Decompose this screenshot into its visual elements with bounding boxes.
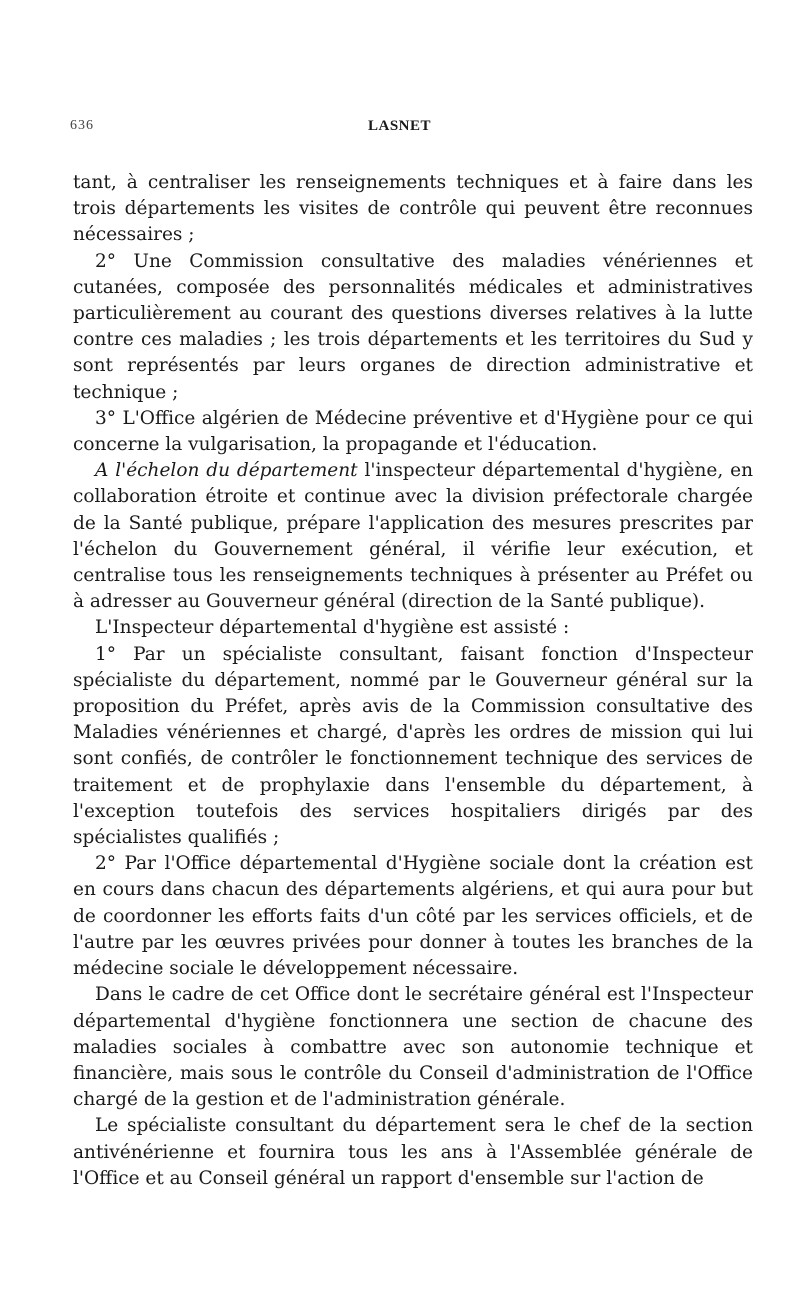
paragraph-with-italic-lead [73,458,753,615]
paragraph: L'Inspecteur départemental d'hygiène est assisté : [95,617,570,639]
paragraph: Le spécialiste consultant du département sera le chef de la section antivénérienne et fournira tous les ans à l'Assemblée générale de l'Office et au Conseil général un rapport d'ensemble sur l'action de [73,1115,753,1189]
page-number: 636 [70,118,94,133]
paragraph: tant, à centraliser les renseignements techniques et à faire dans les trois départements les visites de contrôle qui peuvent être reconnues nécessaires ; [73,172,753,246]
paragraph: 2° Une Commission consultative des maladies vénériennes et cutanées, composée des personnalités médicales et administratives particulièrement au courant des questions diverses relatives à la lutte contre ces maladies ; les trois départements et les territoires du Sud y sont représentés par leurs organes de direction administrative et technique ; [73,250,753,403]
paragraph-text: l'inspecteur départemental d'hygiène, en collaboration étroite et continue avec la division préfectorale chargée de la Santé publique, prépare l'application des mesures prescrites par l'échelon du Gouvernement général, il vérifie leur exécution, et centralise tous les renseignements techniques à présenter au Préfet ou à adresser au Gouverneur général (direction de la Santé publique). [73,460,753,613]
italic-lead: A l'échelon du département [95,460,358,482]
paragraph: 3° L'Office algérien de Médecine préventive et d'Hygiène pour ce qui concerne la vulgarisation, la propagande et l'éducation. [73,407,753,456]
running-head [70,118,753,148]
paragraph: Dans le cadre de cet Office dont le secrétaire général est l'Inspecteur départemental d'hygiène fonctionnera une section de chacune des maladies sociales à combattre avec son autonomie technique et financière, mais sous le contrôle du Conseil d'administration de l'Office chargé de la gestion et de l'administration générale. [73,984,753,1111]
paragraph: 1° Par un spécialiste consultant, faisant fonction d'Inspecteur spécialiste du département, nommé par le Gouverneur général sur la proposition du Préfet, après avis de la Commission consultative des Maladies vénériennes et chargé, d'après les ordres de mission qui lui sont confiés, de contrôler le fonctionnement technique des services de traitement et de prophylaxie dans l'ensemble du département, à l'exception toutefois des services hospitaliers dirigés par des spécialistes qualifiés ; [73,643,753,849]
book-page [70,0,753,1192]
paragraph: 2° Par l'Office départemental d'Hygiène sociale dont la création est en cours dans chacun des départements algériens, et qui aura pour but de coordonner les efforts faits d'un côté par les services officiels, et de l'autre par les œuvres privées pour donner à toutes les branches de la médecine sociale le développement nécessaire. [73,853,753,980]
body-text [73,170,753,1192]
running-title: LASNET [368,118,432,134]
